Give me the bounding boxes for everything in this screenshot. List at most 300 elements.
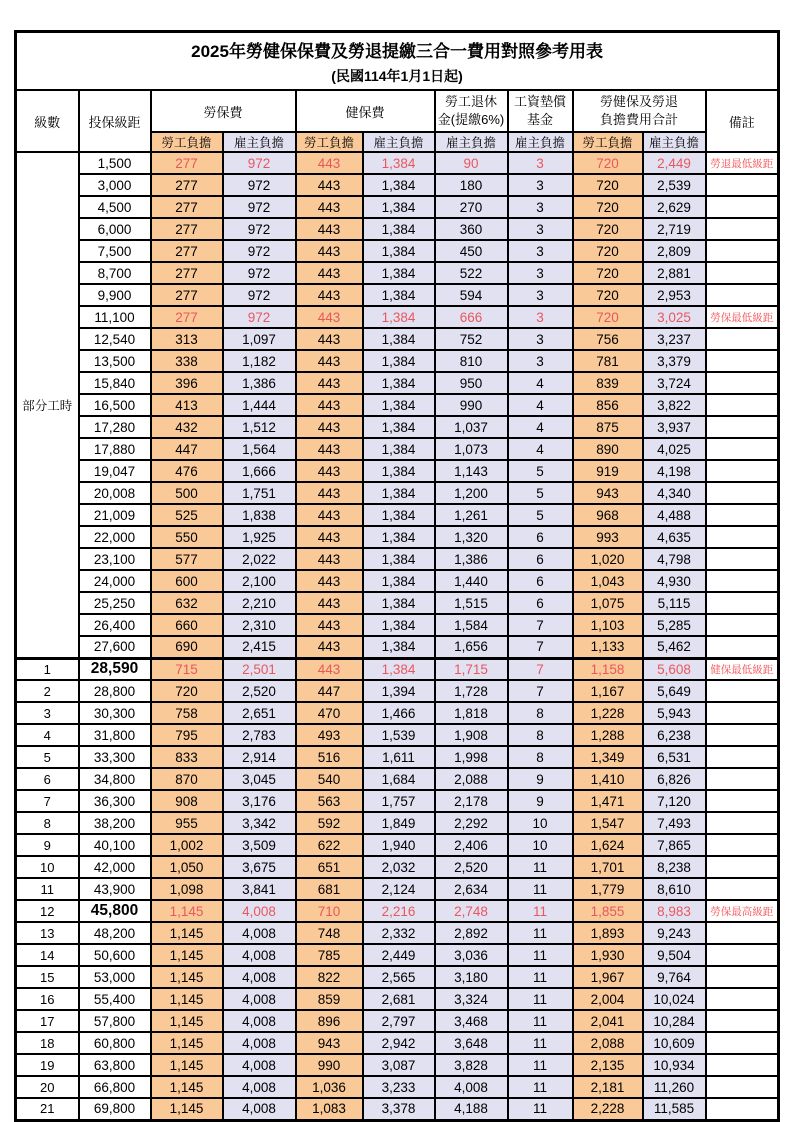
cell-value: 4,798 [643,548,706,570]
cell-remark [706,680,779,702]
cell-value: 540 [296,768,363,790]
cell-value: 3,828 [435,1054,508,1076]
cell-value: 1,925 [223,526,296,548]
cell-value: 3,937 [643,416,706,438]
cell-value: 720 [573,306,643,328]
cell-value: 1,515 [435,592,508,614]
cell-value: 592 [296,812,363,834]
header-wage-fund: 工資墊償 基金 [508,90,573,132]
cell-value: 4,008 [223,922,296,944]
table-row [16,1010,779,1032]
cell-value: 447 [151,438,223,460]
cell-bracket: 69,800 [79,1098,151,1120]
cell-value: 2,292 [435,812,508,834]
cell-value: 396 [151,372,223,394]
table-row [16,372,779,394]
cell-value: 2,783 [223,724,296,746]
cell-remark [706,504,779,526]
cell-remark [706,768,779,790]
table-row [16,548,779,570]
cell-value: 2,181 [573,1076,643,1098]
cell-value: 360 [435,218,508,240]
cell-level: 16 [16,988,79,1010]
cell-bracket: 36,300 [79,790,151,812]
cell-value: 1,145 [151,1076,223,1098]
cell-value: 3,233 [363,1076,435,1098]
cell-value: 993 [573,526,643,548]
cell-level: 21 [16,1098,79,1120]
cell-value: 4,635 [643,526,706,548]
header-health-insurance: 健保費 [296,90,435,132]
cell-value: 1,145 [151,1098,223,1120]
cell-value: 8,983 [643,900,706,922]
cell-value: 3 [508,306,573,328]
cell-bracket: 15,840 [79,372,151,394]
cell-value: 1,320 [435,526,508,548]
cell-value: 1,097 [223,328,296,350]
cell-value: 1,083 [296,1098,363,1120]
table-row [16,482,779,504]
cell-remark [706,856,779,878]
cell-level: 15 [16,966,79,988]
table-row [16,1098,779,1120]
cell-value: 2,124 [363,878,435,900]
cell-value: 1,384 [363,394,435,416]
cell-value: 822 [296,966,363,988]
cell-value: 1,133 [573,636,643,658]
cell-value: 443 [296,306,363,328]
table-row [16,900,779,922]
cell-value: 1,098 [151,878,223,900]
cell-value: 443 [296,636,363,658]
cell-value: 443 [296,328,363,350]
cell-value: 10,609 [643,1032,706,1054]
cell-value: 443 [296,570,363,592]
cell-value: 1,145 [151,922,223,944]
cell-remark [706,482,779,504]
cell-level: 11 [16,878,79,900]
table-row [16,1054,779,1076]
cell-bracket: 66,800 [79,1076,151,1098]
table-row [16,856,779,878]
header-level: 級數 [16,90,79,152]
cell-bracket: 27,600 [79,636,151,658]
cell-value: 4,188 [435,1098,508,1120]
cell-bracket: 6,000 [79,218,151,240]
cell-value: 4 [508,416,573,438]
cell-level: 18 [16,1032,79,1054]
cell-remark [706,1032,779,1054]
cell-value: 2,681 [363,988,435,1010]
cell-value: 338 [151,350,223,372]
cell-value: 5 [508,482,573,504]
cell-value: 10,284 [643,1010,706,1032]
cell-value: 1,288 [573,724,643,746]
cell-bracket: 17,880 [79,438,151,460]
cell-value: 3,025 [643,306,706,328]
table-row [16,680,779,702]
cell-value: 1,471 [573,790,643,812]
header-employer-share: 雇主負擔 [508,132,573,152]
cell-value: 1,384 [363,196,435,218]
table-row [16,350,779,372]
cell-value: 3,675 [223,856,296,878]
cell-value: 622 [296,834,363,856]
cell-level: 8 [16,812,79,834]
cell-value: 1,701 [573,856,643,878]
cell-value: 516 [296,746,363,768]
cell-value: 2,809 [643,240,706,262]
cell-value: 11 [508,1010,573,1032]
header-total: 勞健保及勞退 負擔費用合計 [573,90,706,132]
cell-bracket: 19,047 [79,460,151,482]
table-row [16,834,779,856]
header-pension: 勞工退休 金(提繳6%) [435,90,508,132]
cell-value: 1,145 [151,900,223,922]
cell-value: 3,378 [363,1098,435,1120]
cell-bracket: 34,800 [79,768,151,790]
cell-value: 3 [508,350,573,372]
header-employer-share: 雇主負擔 [435,132,508,152]
cell-value: 5,462 [643,636,706,658]
cell-value: 2,100 [223,570,296,592]
cell-remark [706,350,779,372]
cell-remark [706,438,779,460]
cell-bracket: 57,800 [79,1010,151,1032]
cell-value: 1,073 [435,438,508,460]
cell-value: 443 [296,262,363,284]
cell-value: 525 [151,504,223,526]
cell-value: 6 [508,592,573,614]
cell-value: 3,509 [223,834,296,856]
cell-value: 756 [573,328,643,350]
cell-value: 1,386 [223,372,296,394]
cell-value: 1,349 [573,746,643,768]
cell-value: 833 [151,746,223,768]
cell-value: 3,822 [643,394,706,416]
cell-value: 6 [508,548,573,570]
table-row [16,526,779,548]
cell-value: 651 [296,856,363,878]
cell-remark [706,328,779,350]
cell-value: 943 [573,482,643,504]
cell-value: 1,145 [151,944,223,966]
cell-value: 550 [151,526,223,548]
cell-value: 1,182 [223,350,296,372]
cell-value: 443 [296,372,363,394]
cell-value: 1,145 [151,1032,223,1054]
cell-value: 720 [573,196,643,218]
cell-value: 277 [151,284,223,306]
cell-value: 1,145 [151,1010,223,1032]
cell-value: 9 [508,790,573,812]
cell-value: 1,384 [363,592,435,614]
cell-value: 666 [435,306,508,328]
cell-remark [706,922,779,944]
cell-value: 9,243 [643,922,706,944]
cell-value: 720 [573,284,643,306]
cell-value: 758 [151,702,223,724]
cell-remark [706,196,779,218]
cell-value: 4,008 [223,1010,296,1032]
cell-value: 1,384 [363,328,435,350]
cell-value: 1,167 [573,680,643,702]
cell-value: 443 [296,592,363,614]
cell-value: 1,656 [435,636,508,658]
cell-level: 9 [16,834,79,856]
cell-value: 1,020 [573,548,643,570]
cell-value: 4,008 [435,1076,508,1098]
cell-bracket: 24,000 [79,570,151,592]
cell-value: 443 [296,482,363,504]
cell-value: 443 [296,240,363,262]
cell-value: 476 [151,460,223,482]
cell-value: 3 [508,218,573,240]
cell-value: 4,008 [223,988,296,1010]
header-bracket: 投保級距 [79,90,151,152]
cell-value: 2,914 [223,746,296,768]
cell-bracket: 43,900 [79,878,151,900]
cell-value: 2,210 [223,592,296,614]
cell-value: 1,384 [363,548,435,570]
cell-value: 432 [151,416,223,438]
cell-remark [706,174,779,196]
cell-value: 4,340 [643,482,706,504]
header-employer-share: 雇主負擔 [363,132,435,152]
cell-value: 577 [151,548,223,570]
cell-value: 6,238 [643,724,706,746]
premium-table [14,30,780,1122]
table-row [16,262,779,284]
cell-value: 2,135 [573,1054,643,1076]
cell-value: 859 [296,988,363,1010]
cell-value: 2,539 [643,174,706,196]
cell-value: 2,565 [363,966,435,988]
cell-value: 5 [508,504,573,526]
cell-value: 1,715 [435,658,508,680]
cell-value: 1,838 [223,504,296,526]
cell-value: 4,008 [223,1032,296,1054]
cell-value: 2,651 [223,702,296,724]
cell-value: 277 [151,196,223,218]
cell-value: 594 [435,284,508,306]
cell-value: 1,384 [363,174,435,196]
table-row [16,592,779,614]
cell-value: 1,002 [151,834,223,856]
cell-value: 470 [296,702,363,724]
cell-value: 450 [435,240,508,262]
cell-value: 443 [296,548,363,570]
cell-value: 10 [508,834,573,856]
cell-bracket: 23,100 [79,548,151,570]
cell-value: 1,849 [363,812,435,834]
cell-value: 2,406 [435,834,508,856]
cell-level: 2 [16,680,79,702]
cell-value: 943 [296,1032,363,1054]
cell-value: 1,444 [223,394,296,416]
cell-value: 1,145 [151,966,223,988]
cell-value: 2,310 [223,614,296,636]
cell-value: 1,037 [435,416,508,438]
cell-value: 810 [435,350,508,372]
cell-value: 1,145 [151,988,223,1010]
cell-remark [706,592,779,614]
cell-remark [706,1098,779,1120]
cell-value: 785 [296,944,363,966]
cell-value: 443 [296,152,363,174]
cell-value: 1,384 [363,262,435,284]
cell-value: 1,998 [435,746,508,768]
cell-value: 8,238 [643,856,706,878]
cell-value: 11 [508,1076,573,1098]
header-employee-share: 勞工負擔 [573,132,643,152]
cell-value: 2,797 [363,1010,435,1032]
cell-value: 660 [151,614,223,636]
table-row [16,152,779,174]
cell-value: 443 [296,174,363,196]
cell-value: 522 [435,262,508,284]
cell-bracket: 63,800 [79,1054,151,1076]
cell-value: 1,384 [363,284,435,306]
cell-value: 443 [296,526,363,548]
cell-value: 443 [296,460,363,482]
cell-value: 4,008 [223,1054,296,1076]
cell-value: 632 [151,592,223,614]
cell-value: 3,342 [223,812,296,834]
cell-value: 4,008 [223,900,296,922]
cell-value: 715 [151,658,223,680]
cell-value: 2,881 [643,262,706,284]
cell-value: 1,384 [363,416,435,438]
cell-bracket: 1,500 [79,152,151,174]
cell-remark [706,878,779,900]
cell-value: 3 [508,284,573,306]
cell-bracket: 7,500 [79,240,151,262]
cell-value: 2,332 [363,922,435,944]
page-title: 2025年勞健保保費及勞退提繳三合一費用對照參考用表 [191,42,603,62]
cell-value: 681 [296,878,363,900]
cell-value: 1,584 [435,614,508,636]
header-labor-insurance: 勞保費 [151,90,296,132]
cell-value: 4,198 [643,460,706,482]
cell-value: 5,608 [643,658,706,680]
reference-sheet [14,30,780,1122]
cell-remark [706,372,779,394]
cell-value: 908 [151,790,223,812]
cell-value: 5,943 [643,702,706,724]
cell-value: 277 [151,218,223,240]
cell-remark [706,1054,779,1076]
cell-value: 443 [296,504,363,526]
cell-value: 443 [296,350,363,372]
cell-bracket: 33,300 [79,746,151,768]
cell-level: 1 [16,658,79,680]
cell-value: 1,384 [363,350,435,372]
header-employer-share: 雇主負擔 [643,132,706,152]
cell-value: 720 [573,218,643,240]
cell-value: 11 [508,1098,573,1120]
table-row [16,988,779,1010]
cell-value: 795 [151,724,223,746]
cell-remark [706,262,779,284]
cell-value: 10,934 [643,1054,706,1076]
cell-value: 1,103 [573,614,643,636]
cell-value: 5,285 [643,614,706,636]
cell-bracket: 42,000 [79,856,151,878]
cell-value: 972 [223,218,296,240]
cell-remark [706,526,779,548]
cell-value: 2,032 [363,856,435,878]
cell-value: 2,520 [223,680,296,702]
table-row [16,196,779,218]
cell-value: 8 [508,746,573,768]
cell-value: 4 [508,438,573,460]
cell-remark: 勞退最低級距 [706,152,779,174]
cell-value: 180 [435,174,508,196]
cell-value: 1,466 [363,702,435,724]
cell-value: 3 [508,196,573,218]
cell-value: 1,539 [363,724,435,746]
cell-bracket: 60,800 [79,1032,151,1054]
cell-remark [706,570,779,592]
cell-value: 1,818 [435,702,508,724]
header-remark: 備註 [706,90,779,152]
cell-remark: 勞保最高級距 [706,900,779,922]
cell-value: 4 [508,372,573,394]
cell-value: 443 [296,438,363,460]
table-row [16,746,779,768]
part-time-merged-cell: 部分工時 [16,152,79,658]
cell-value: 4,025 [643,438,706,460]
cell-value: 11 [508,856,573,878]
cell-value: 4,008 [223,1098,296,1120]
cell-value: 870 [151,768,223,790]
cell-value: 1,410 [573,768,643,790]
cell-value: 2,501 [223,658,296,680]
cell-value: 1,930 [573,944,643,966]
table-row [16,394,779,416]
cell-value: 972 [223,240,296,262]
cell-bracket: 38,200 [79,812,151,834]
cell-value: 3,324 [435,988,508,1010]
cell-value: 2,449 [643,152,706,174]
cell-value: 11 [508,1054,573,1076]
table-row [16,306,779,328]
cell-value: 1,050 [151,856,223,878]
cell-value: 1,228 [573,702,643,724]
cell-value: 2,719 [643,218,706,240]
table-row [16,174,779,196]
cell-value: 1,043 [573,570,643,592]
cell-value: 1,967 [573,966,643,988]
cell-value: 3,045 [223,768,296,790]
cell-value: 2,088 [435,768,508,790]
cell-value: 5,115 [643,592,706,614]
cell-value: 1,075 [573,592,643,614]
cell-remark [706,218,779,240]
cell-value: 4,008 [223,944,296,966]
table-row [16,724,779,746]
cell-value: 4,488 [643,504,706,526]
cell-value: 1,893 [573,922,643,944]
cell-value: 277 [151,262,223,284]
cell-value: 8 [508,702,573,724]
cell-value: 1,384 [363,152,435,174]
cell-value: 11 [508,878,573,900]
cell-remark [706,988,779,1010]
cell-level: 10 [16,856,79,878]
cell-value: 443 [296,284,363,306]
